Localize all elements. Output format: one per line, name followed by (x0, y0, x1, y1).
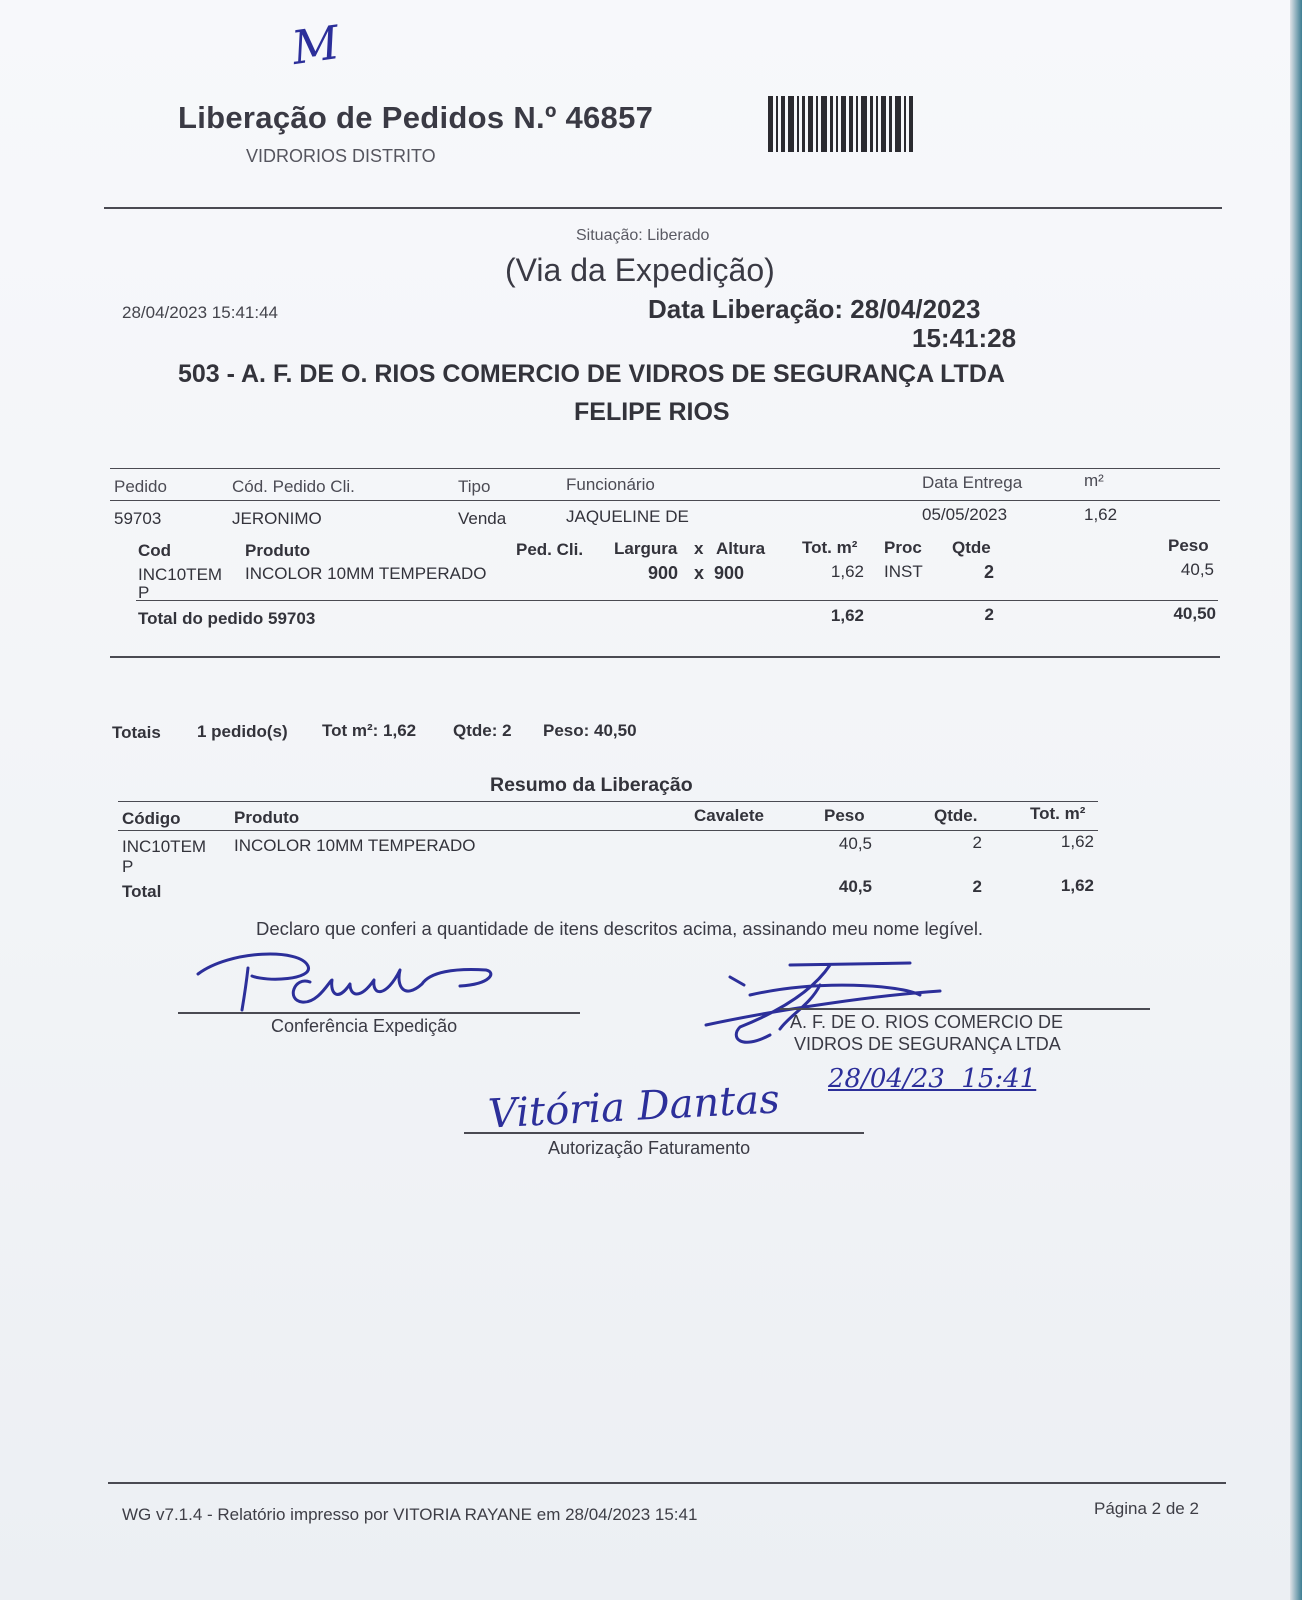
item-peso-value: 40,5 (1180, 560, 1214, 579)
copy-type: (Via da Expedição) (505, 252, 775, 288)
summary-codigo-value-wrap: P (122, 857, 134, 876)
item-header-x: x (694, 539, 704, 558)
item-proc-value: INST (884, 562, 923, 581)
summary-qtde-value: 2 (972, 833, 982, 852)
order-total-qtde: 2 (984, 605, 994, 624)
item-header-largura: Largura (614, 539, 678, 558)
summary-title: Resumo da Liberação (490, 774, 693, 796)
empresa-signature-line (780, 1008, 1150, 1010)
totals-peso: Peso: 40,50 (543, 721, 637, 740)
company-short-name: VIDRORIOS DISTRITO (246, 146, 436, 166)
summary-total-peso: 40,5 (838, 877, 872, 896)
col-header-data-entrega: Data Entrega (922, 473, 1023, 492)
item-cod-value-wrap: P (138, 583, 150, 602)
summary-produto-value: INCOLOR 10MM TEMPERADO (234, 836, 476, 855)
order-total-tot-m2: 1,62 (830, 606, 864, 625)
empresa-line2: VIDROS DE SEGURANÇA LTDA (794, 1034, 1061, 1054)
summary-tot-m2-value: 1,62 (1060, 832, 1094, 851)
autorizacao-label: Autorização Faturamento (548, 1138, 751, 1158)
item-qtde-value: 2 (983, 562, 994, 582)
summary-header-tot-m2: Tot. m² (1030, 804, 1086, 823)
conferencia-signature (190, 940, 520, 1020)
order-total-label: Total do pedido 59703 (138, 609, 316, 628)
item-produto-value: INCOLOR 10MM TEMPERADO (245, 564, 487, 583)
item-cod-value: INC10TEM (138, 565, 223, 584)
totals-label: Totais (112, 723, 161, 742)
order-data-entrega-value: 05/05/2023 (922, 505, 1008, 524)
totals-qtde: Qtde: 2 (453, 721, 512, 740)
totals-pedidos: 1 pedido(s) (197, 722, 288, 741)
item-header-qtde: Qtde (952, 538, 991, 557)
conferencia-signature-line (178, 1012, 580, 1014)
summary-top-rule (118, 801, 1098, 802)
order-cod-pedido-cli-value: JERONIMO (232, 509, 322, 528)
summary-header-peso: Peso (824, 806, 865, 825)
order-pedido-value: 59703 (114, 509, 162, 528)
release-time: 15:41:28 (912, 323, 1017, 353)
client-name: 503 - A. F. DE O. RIOS COMERCIO DE VIDROS DE SEGURANÇA LTDA (178, 360, 1005, 388)
empresa-line1: A. F. DE O. RIOS COMERCIO DE (790, 1012, 1064, 1032)
order-m2-value: 1,62 (1084, 505, 1118, 524)
footer-rule (108, 1482, 1226, 1484)
summary-header-codigo: Código (122, 809, 181, 828)
printed-datetime: 28/04/2023 15:41:44 (122, 303, 278, 322)
document-title: Liberação de Pedidos N.º 46857 (178, 100, 654, 135)
order-table-top-rule (110, 468, 1220, 469)
footer-print-info: WG v7.1.4 - Relatório impresso por VITORIA RAYANE em 28/04/2023 15:41 (122, 1505, 698, 1524)
item-header-cod: Cod (138, 541, 172, 560)
status-text: Situação: Liberado (576, 227, 710, 244)
item-largura-value: 900 (648, 563, 679, 583)
release-date: Data Liberação: 28/04/2023 (648, 294, 981, 324)
page-edge-shadow (1290, 0, 1302, 1600)
order-total-peso: 40,50 (1173, 604, 1216, 623)
autorizacao-signature: Vitória Dantas (486, 1076, 781, 1138)
autorizacao-signature-line (464, 1132, 864, 1134)
summary-header-produto: Produto (234, 808, 300, 827)
header-divider (104, 207, 1222, 209)
col-header-cod-pedido-cli: Cód. Pedido Cli. (232, 477, 355, 496)
handwritten-date: 28/04/23 15:41 (828, 1064, 1037, 1094)
declaration-text: Declaro que conferi a quantidade de itens descritos acima, assinando meu nome legível. (256, 918, 984, 939)
item-header-tot-m2: Tot. m² (802, 538, 858, 557)
item-tot-m2-value: 1,62 (830, 562, 864, 581)
summary-peso-value: 40,5 (838, 834, 872, 853)
item-header-ped-cli: Ped. Cli. (516, 540, 584, 559)
order-funcionario-value: JAQUELINE DE (566, 507, 689, 526)
item-header-peso: Peso (1168, 536, 1209, 555)
seller-name: FELIPE RIOS (574, 398, 730, 426)
barcode (768, 96, 964, 152)
summary-total-qtde: 2 (972, 877, 982, 896)
item-header-altura: Altura (716, 539, 766, 558)
summary-total-label: Total (122, 882, 162, 901)
col-header-funcionario: Funcionário (566, 475, 655, 494)
order-total-rule (136, 600, 1218, 601)
page-number: Página 2 de 2 (1094, 1499, 1199, 1518)
summary-header-rule (118, 830, 1098, 831)
summary-header-qtde: Qtde. (934, 806, 978, 825)
order-table-bottom-rule (110, 656, 1220, 658)
item-x-value: x (694, 563, 705, 583)
item-altura-value: 900 (714, 563, 745, 583)
item-header-produto: Produto (245, 541, 311, 560)
conferencia-label: Conferência Expedição (271, 1016, 458, 1036)
item-header-proc: Proc (884, 538, 922, 557)
summary-codigo-value: INC10TEM (122, 837, 207, 856)
summary-header-cavalete: Cavalete (694, 806, 764, 825)
handwritten-mark: M (288, 14, 343, 76)
totals-tot-m2: Tot m²: 1,62 (322, 721, 417, 740)
col-header-m2: m² (1084, 471, 1104, 490)
order-table-header-rule (110, 500, 1220, 501)
col-header-pedido: Pedido (114, 477, 167, 496)
order-tipo-value: Venda (458, 509, 507, 528)
summary-total-tot-m2: 1,62 (1060, 876, 1094, 895)
col-header-tipo: Tipo (458, 477, 491, 496)
